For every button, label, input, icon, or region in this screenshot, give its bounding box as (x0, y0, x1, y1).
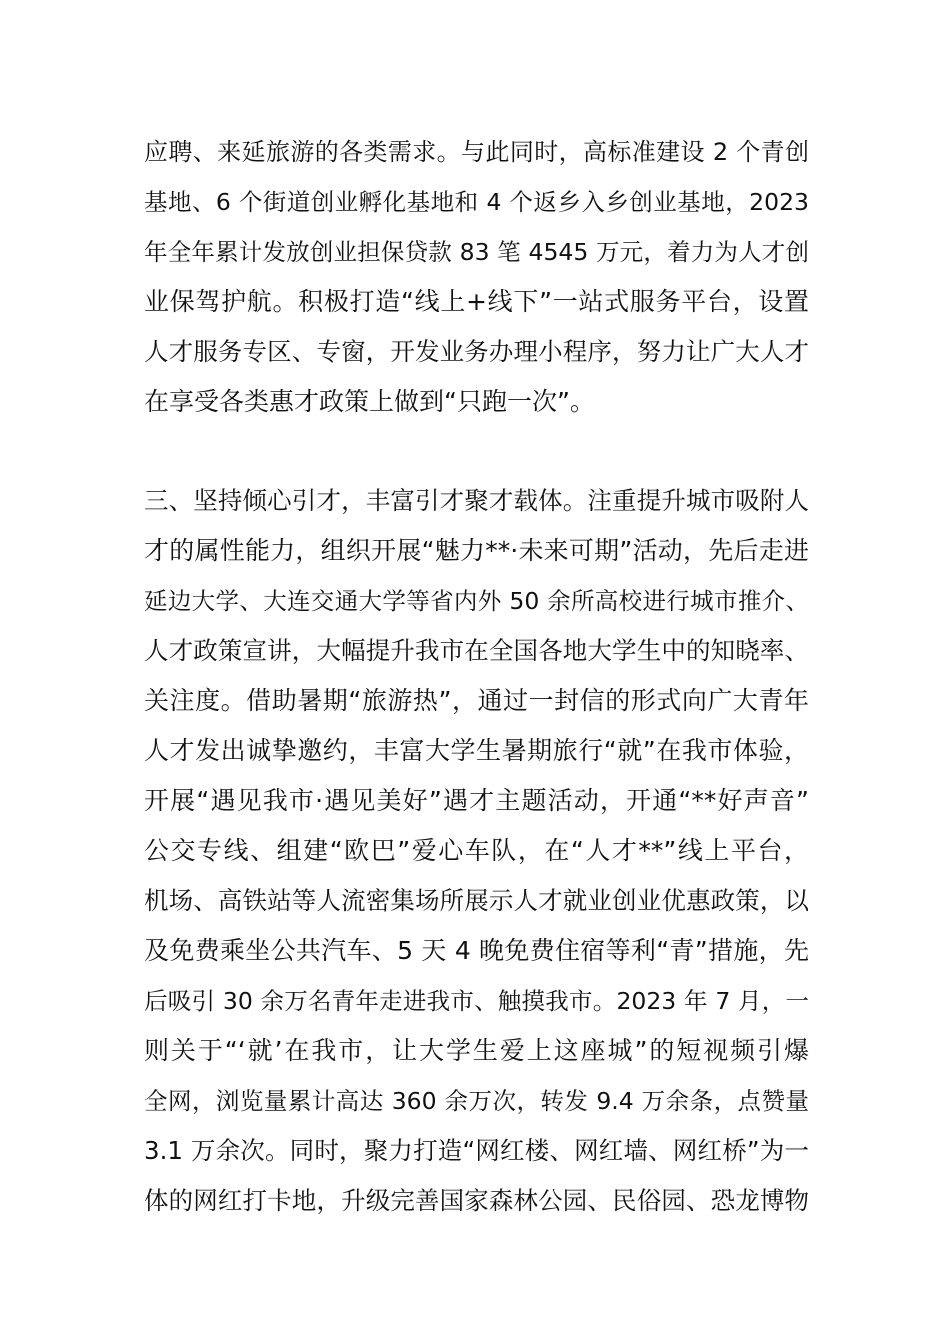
text-line: 年全年累计发放创业担保贷款 83 笔 4545 万元，着力为人才创 (144, 238, 809, 266)
text-line: 在享受各类惠才政策上做到“只跑一次”。 (144, 387, 595, 416)
text-line: 关注度。借助暑期“旅游热”，通过一封信的形式向广大青年 (144, 686, 809, 715)
text-line: 3.1 万余次。同时，聚力打造“网红楼、网红墙、网红桥”为一 (144, 1136, 809, 1165)
text-line: 体的网红打卡地，升级完善国家森林公园、民俗园、恐龙博物 (144, 1186, 809, 1215)
text-line: 三、坚持倾心引才，丰富引才聚才载体。注重提升城市吸附人 (144, 486, 809, 515)
text-line: 人才服务专区、专窗，开发业务办理小程序，努力让广大人才 (144, 337, 809, 366)
text-line: 延边大学、大连交通大学等省内外 50 余所高校进行城市推介、 (144, 587, 809, 615)
text-line: 则关于“‘就’在我市，让大学生爱上这座城”的短视频引爆 (144, 1036, 809, 1065)
text-line: 人才政策宣讲，大幅提升我市在全国各地大学生中的知晓率、 (144, 636, 809, 665)
text-line: 基地、6 个街道创业孵化基地和 4 个返乡入乡创业基地，2023 (144, 188, 809, 216)
text-line: 机场、高铁站等人流密集场所展示人才就业创业优惠政策，以 (144, 886, 809, 915)
text-line: 后吸引 30 余万名青年走进我市、触摸我市。2023 年 7 月，一 (144, 987, 809, 1015)
text-line: 开展“遇见我市·遇见美好”遇才主题活动，开通“**好声音” (144, 786, 809, 815)
text-line: 及免费乘坐公共汽车、5 天 4 晚免费住宿等利“青”措施，先 (144, 936, 809, 965)
text-line: 业保驾护航。积极打造“线上+线下”一站式服务平台，设置 (144, 287, 809, 316)
text-line: 应聘、来延旅游的各类需求。与此同时，高标准建设 2 个青创 (144, 138, 809, 166)
text-line: 人才发出诚挚邀约，丰富大学生暑期旅行“就”在我市体验， (144, 736, 809, 765)
text-line: 才的属性能力，组织开展“魅力**·未来可期”活动，先后走进 (144, 536, 809, 565)
text-line: 公交专线、组建“欧巴”爱心车队，在“人才**”线上平台， (144, 836, 809, 865)
text-line: 全网，浏览量累计高达 360 余万次，转发 9.4 万余条，点赞量 (144, 1087, 809, 1115)
